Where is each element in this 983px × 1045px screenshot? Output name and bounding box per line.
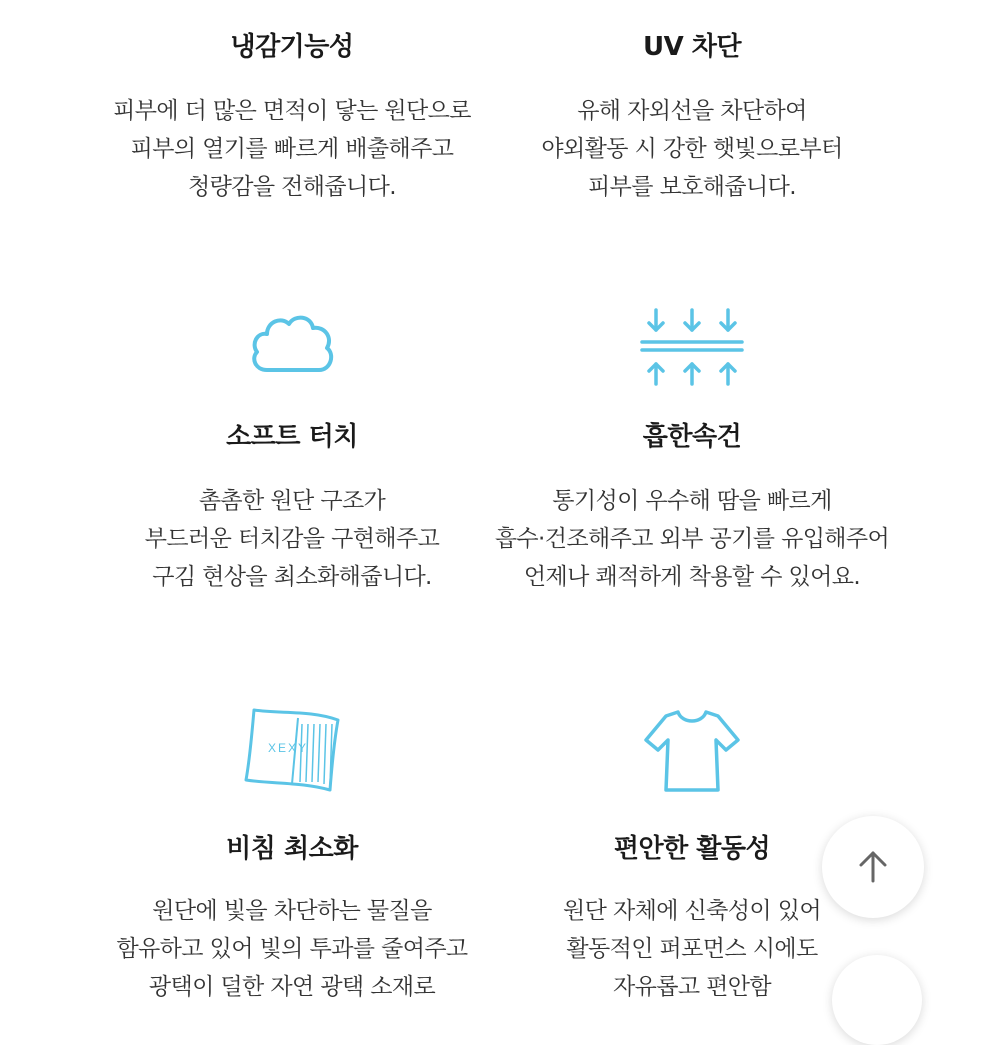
feature-desc-line: 피부의 열기를 빠르게 배출해주고: [130, 136, 454, 162]
feature-desc-line: 함유하고 있어 빛의 투과를 줄여주고: [116, 936, 468, 962]
airflow-arrows-icon: [640, 308, 744, 388]
feature-description: [482, 482, 902, 596]
feature-title: UV 차단: [642, 32, 742, 62]
feature-low-transparency: [82, 702, 502, 1006]
feature-title: 소프트 터치: [226, 422, 358, 452]
feature-desc-line: 언제나 쾌적하게 착용할 수 있어요.: [523, 564, 861, 590]
scroll-to-top-button[interactable]: [822, 816, 924, 918]
feature-desc-line: 원단 자체에 신축성이 있어: [563, 898, 821, 924]
feature-desc-line: 유해 자외선을 차단하여: [577, 98, 807, 124]
feature-desc-line: 통기성이 우수해 땀을 빠르게: [552, 488, 832, 514]
feature-title: 편안한 활동성: [613, 834, 771, 864]
floating-action-button[interactable]: [832, 955, 922, 1045]
feature-desc-line: 자유롭고 편안함: [612, 974, 772, 1000]
feature-desc-line: 피부를 보호해줍니다.: [588, 174, 796, 200]
feature-cooling: [82, 30, 502, 206]
feature-desc-line: 청량감을 전해줍니다.: [188, 174, 396, 200]
feature-desc-line: 촘촘한 원단 구조가: [198, 488, 386, 514]
feature-uv-block: [482, 30, 902, 206]
fabric-tag-icon: [240, 702, 344, 794]
feature-title: 비침 최소화: [226, 834, 358, 864]
feature-soft-touch: [82, 308, 502, 596]
feature-description: [482, 92, 902, 206]
cloud-icon: [247, 308, 337, 388]
feature-desc-line: 구김 현상을 최소화해줍니다.: [152, 564, 432, 590]
feature-description: [82, 482, 502, 596]
feature-sweat-quick-dry: [482, 308, 902, 596]
feature-desc-line: 피부에 더 많은 면적이 닿는 원단으로: [113, 98, 471, 124]
feature-title: 흡한속건: [642, 422, 742, 452]
feature-desc-line: 흡수·건조해주고 외부 공기를 유입해주어: [494, 526, 890, 552]
feature-desc-line: 광택이 덜한 자연 광택 소재로: [148, 974, 436, 1000]
feature-desc-line: 활동적인 퍼포먼스 시에도: [566, 936, 818, 962]
arrow-up-icon: [853, 847, 893, 887]
feature-desc-line: 원단에 빛을 차단하는 물질을: [152, 898, 432, 924]
fabric-tag-label: XEXY: [268, 741, 309, 755]
feature-title: 냉감기능성: [230, 32, 354, 62]
feature-description: [82, 892, 502, 1006]
feature-desc-line: 부드러운 터치감을 구현해주고: [144, 526, 440, 552]
tshirt-icon: [642, 702, 742, 794]
feature-desc-line: 야외활동 시 강한 햇빛으로부터: [541, 136, 843, 162]
feature-description: [82, 92, 502, 206]
